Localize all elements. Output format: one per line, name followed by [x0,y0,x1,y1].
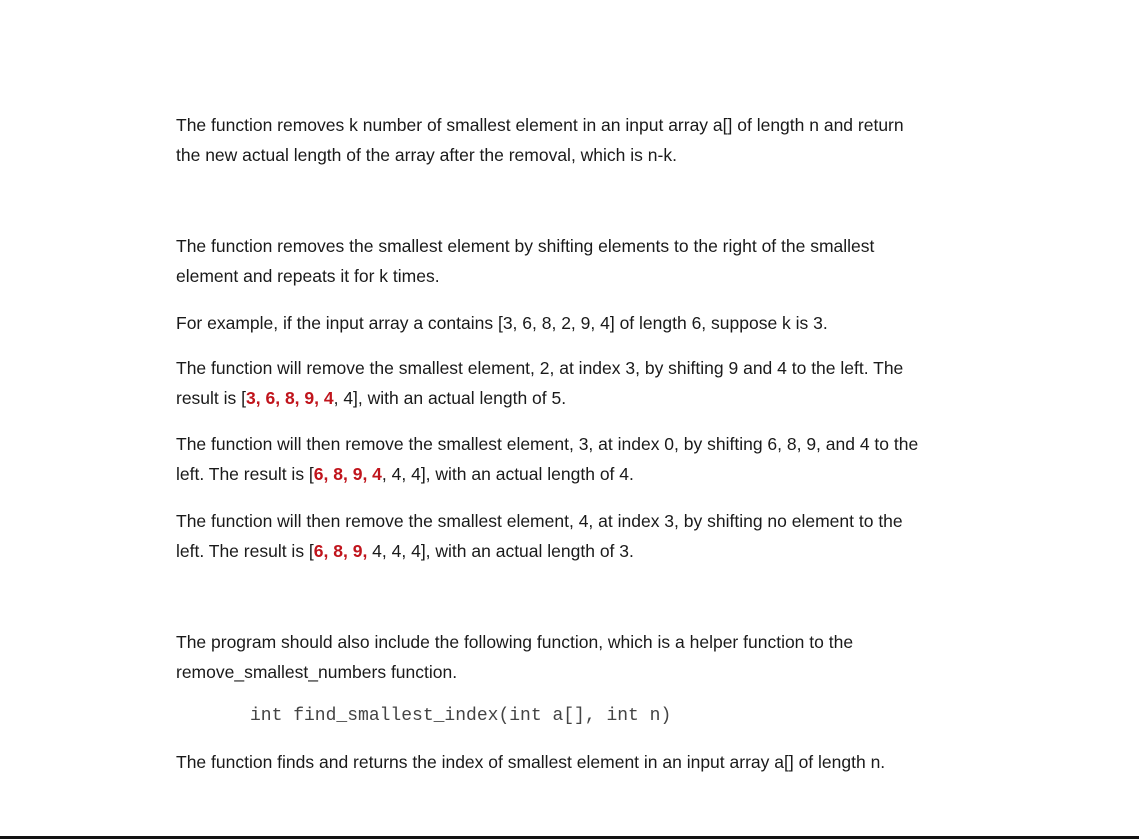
paragraph-line: the new actual length of the array after the removal, which is n-k. [176,145,677,165]
paragraph-step-1 [176,353,1076,413]
highlighted-result: 3, 6, 8, 9, 4 [246,388,334,408]
paragraph-line: The program should also include the following function, which is a helper function to the [176,632,854,652]
paragraph-line: , 4], with an actual length of 5. [333,388,567,408]
paragraph-line: The function removes k number of smallest element in an input array a[] of length n and return [176,115,904,135]
paragraph-line: The function will then remove the smallest element, 4, at index 3, by shifting no element to the [176,511,903,531]
bottom-divider [0,836,1139,839]
paragraph-line: remove_smallest_numbers function. [176,662,458,682]
highlighted-result: 6, 8, 9, 4 [313,464,382,484]
code-signature: int find_smallest_index(int a[], int n) [250,706,672,726]
paragraph-line: , 4, 4], with an actual length of 4. [381,464,634,484]
paragraph-line: 4, 4, 4], with an actual length of 3. [367,541,634,561]
paragraph-step-3 [176,506,1076,566]
paragraph-helper-description [176,747,1076,777]
paragraph-method [176,231,1076,291]
paragraph-line: The function finds and returns the index of smallest element in an input array a[] of length n. [176,752,886,772]
paragraph-line: For example, if the input array a contains [3, 6, 8, 2, 9, 4] of length 6, suppose k is 3. [176,313,828,333]
paragraph-helper [176,627,1076,687]
paragraph-line: The function removes the smallest element by shifting elements to the right of the smallest [176,236,875,256]
paragraph-example [176,308,1076,338]
highlighted-result: 6, 8, 9, [313,541,368,561]
paragraph-description [176,110,1076,170]
paragraph-line: left. The result is [ [176,464,314,484]
paragraph-line: The function will remove the smallest element, 2, at index 3, by shifting 9 and 4 to the left. The [176,358,904,378]
paragraph-line: The function will then remove the smallest element, 3, at index 0, by shifting 6, 8, 9, and 4 to the [176,434,919,454]
paragraph-line: result is [ [176,388,247,408]
paragraph-line: left. The result is [ [176,541,314,561]
paragraph-step-2 [176,429,1076,489]
paragraph-line: element and repeats it for k times. [176,266,440,286]
